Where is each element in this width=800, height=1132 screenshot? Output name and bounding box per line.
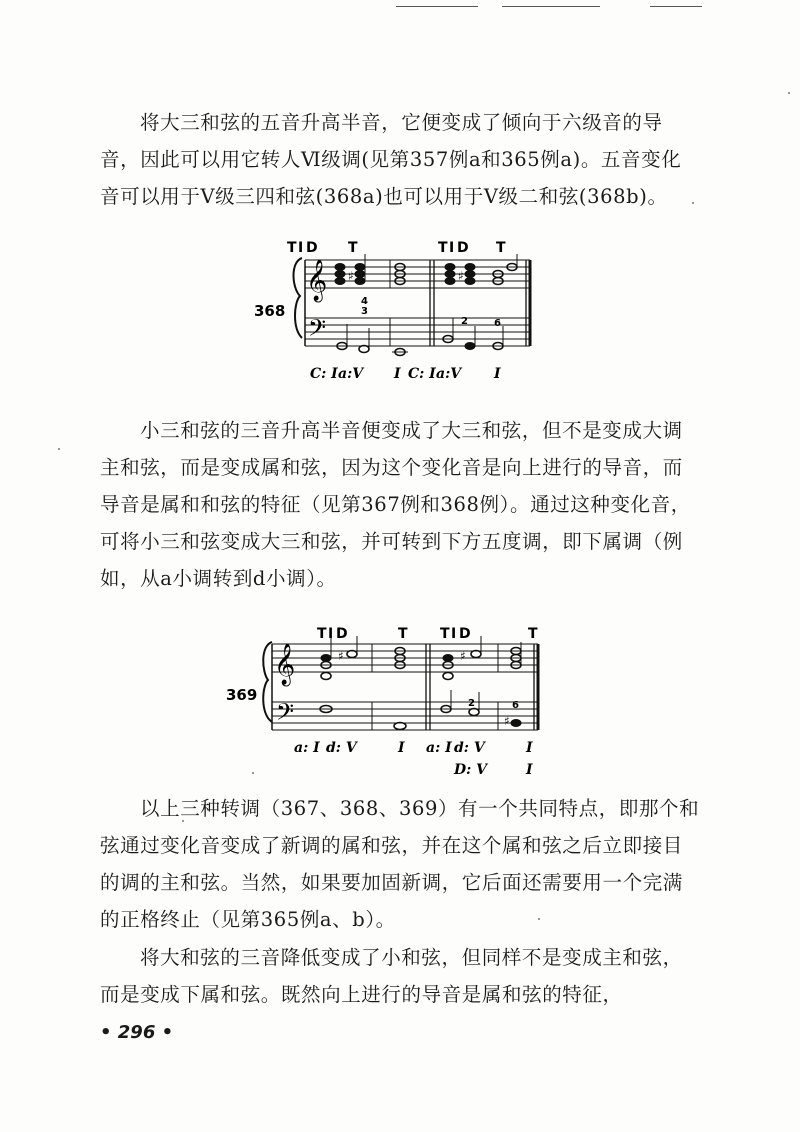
- svg-text:♯: ♯: [348, 269, 354, 283]
- analysis-label: C: I: [408, 366, 436, 382]
- scan-speck: [692, 202, 694, 204]
- function-label: T: [438, 240, 448, 256]
- figured-bass: 6: [494, 318, 501, 329]
- figured-bass: 2: [461, 316, 468, 327]
- brace: [263, 642, 272, 722]
- svg-text:I: I: [451, 626, 457, 642]
- analysis-label: C: I: [310, 366, 338, 382]
- analysis-label: a: I: [294, 740, 320, 756]
- function-label: D: [336, 626, 348, 642]
- svg-text:♯: ♯: [460, 649, 466, 663]
- function-label: T: [496, 240, 506, 256]
- treble-clef: 𝄞: [274, 644, 296, 685]
- svg-text:I: I: [328, 626, 334, 642]
- function-label: D: [459, 626, 471, 642]
- scan-speck: [788, 92, 790, 94]
- brace: [294, 258, 303, 338]
- music-example-368: [250, 236, 540, 391]
- function-label: T: [398, 626, 408, 642]
- analysis-label: I: [494, 366, 501, 382]
- figured-bass: 4: [361, 296, 368, 307]
- function-label: T: [287, 240, 297, 256]
- scan-speck: [252, 772, 254, 774]
- scan-speck: [538, 918, 540, 920]
- scan-speck: [182, 820, 184, 822]
- function-label: T: [440, 626, 450, 642]
- svg-text:♯: ♯: [458, 269, 464, 283]
- paragraph-1: 将大三和弦的五音升高半音，它便变成了倾向于六级音的导音，因此可以用它转人Ⅵ级调(见第357例a和365例a)。五音变化音可以用于Ⅴ级三四和弦(368a)也可以用于Ⅴ级二和弦(368b)。: [100, 111, 682, 208]
- top-rule: [502, 6, 600, 7]
- figured-bass: 6: [512, 700, 519, 711]
- page-number: • 296 •: [100, 1022, 174, 1043]
- scan-speck: [58, 448, 60, 450]
- analysis-label: a: I: [426, 740, 452, 756]
- analysis-label: a:V: [338, 366, 364, 382]
- analysis-label: I: [394, 366, 401, 382]
- analysis-label: I: [526, 762, 533, 778]
- function-label: D: [306, 240, 318, 256]
- function-label: T: [348, 240, 358, 256]
- function-label: T: [528, 626, 538, 642]
- analysis-label: D: V: [454, 762, 488, 778]
- svg-text:♯: ♯: [338, 649, 344, 663]
- svg-text:I: I: [298, 240, 304, 256]
- bass-clef: 𝄢: [276, 698, 295, 731]
- figured-bass: 3: [361, 306, 368, 317]
- figured-bass: 2: [468, 698, 475, 709]
- analysis-label: d: V: [454, 740, 485, 756]
- svg-text:♯: ♯: [504, 714, 510, 728]
- example-number: 369: [226, 686, 258, 704]
- svg-text:I: I: [449, 240, 455, 256]
- analysis-label: I: [398, 740, 405, 756]
- analysis-label: d: V: [326, 740, 357, 756]
- paragraph-4: 将大和弦的三音降低变成了小和弦，但同样不是变成主和弦，而是变成下属和弦。既然向上进行的导音是属和弦的特征，: [100, 946, 683, 1006]
- music-example-369: [222, 622, 542, 784]
- paragraph-3: 以上三种转调（367、368、369）有一个共同特点，即那个和弦通过变化音变成了新调的属和弦，并在这个属和弦之后立即接目的调的主和弦。当然，如果要加固新调，它后面还需要用一个完满的正格终止（见第365例a、b）。: [100, 797, 700, 931]
- analysis-label: I: [526, 740, 533, 756]
- treble-clef: 𝄞: [306, 260, 328, 301]
- paragraph-2: 小三和弦的三音升高半音便变成了大三和弦，但不是变成大调主和弦，而是变成属和弦，因为这个变化音是向上进行的导音，而导音是属和和弦的特征（见第367例和368例）。通过这种变化音，可将小三和弦变成大三和弦，并可转到下方五度调，即下属调（例如，从a小调转到d小调）。: [100, 419, 691, 590]
- top-rule: [650, 6, 702, 7]
- example-number: 368: [254, 302, 286, 320]
- bass-clef: 𝄢: [308, 314, 327, 347]
- top-rule: [396, 6, 478, 7]
- analysis-label: a:V: [436, 366, 462, 382]
- function-label: T: [317, 626, 327, 642]
- function-label: D: [457, 240, 469, 256]
